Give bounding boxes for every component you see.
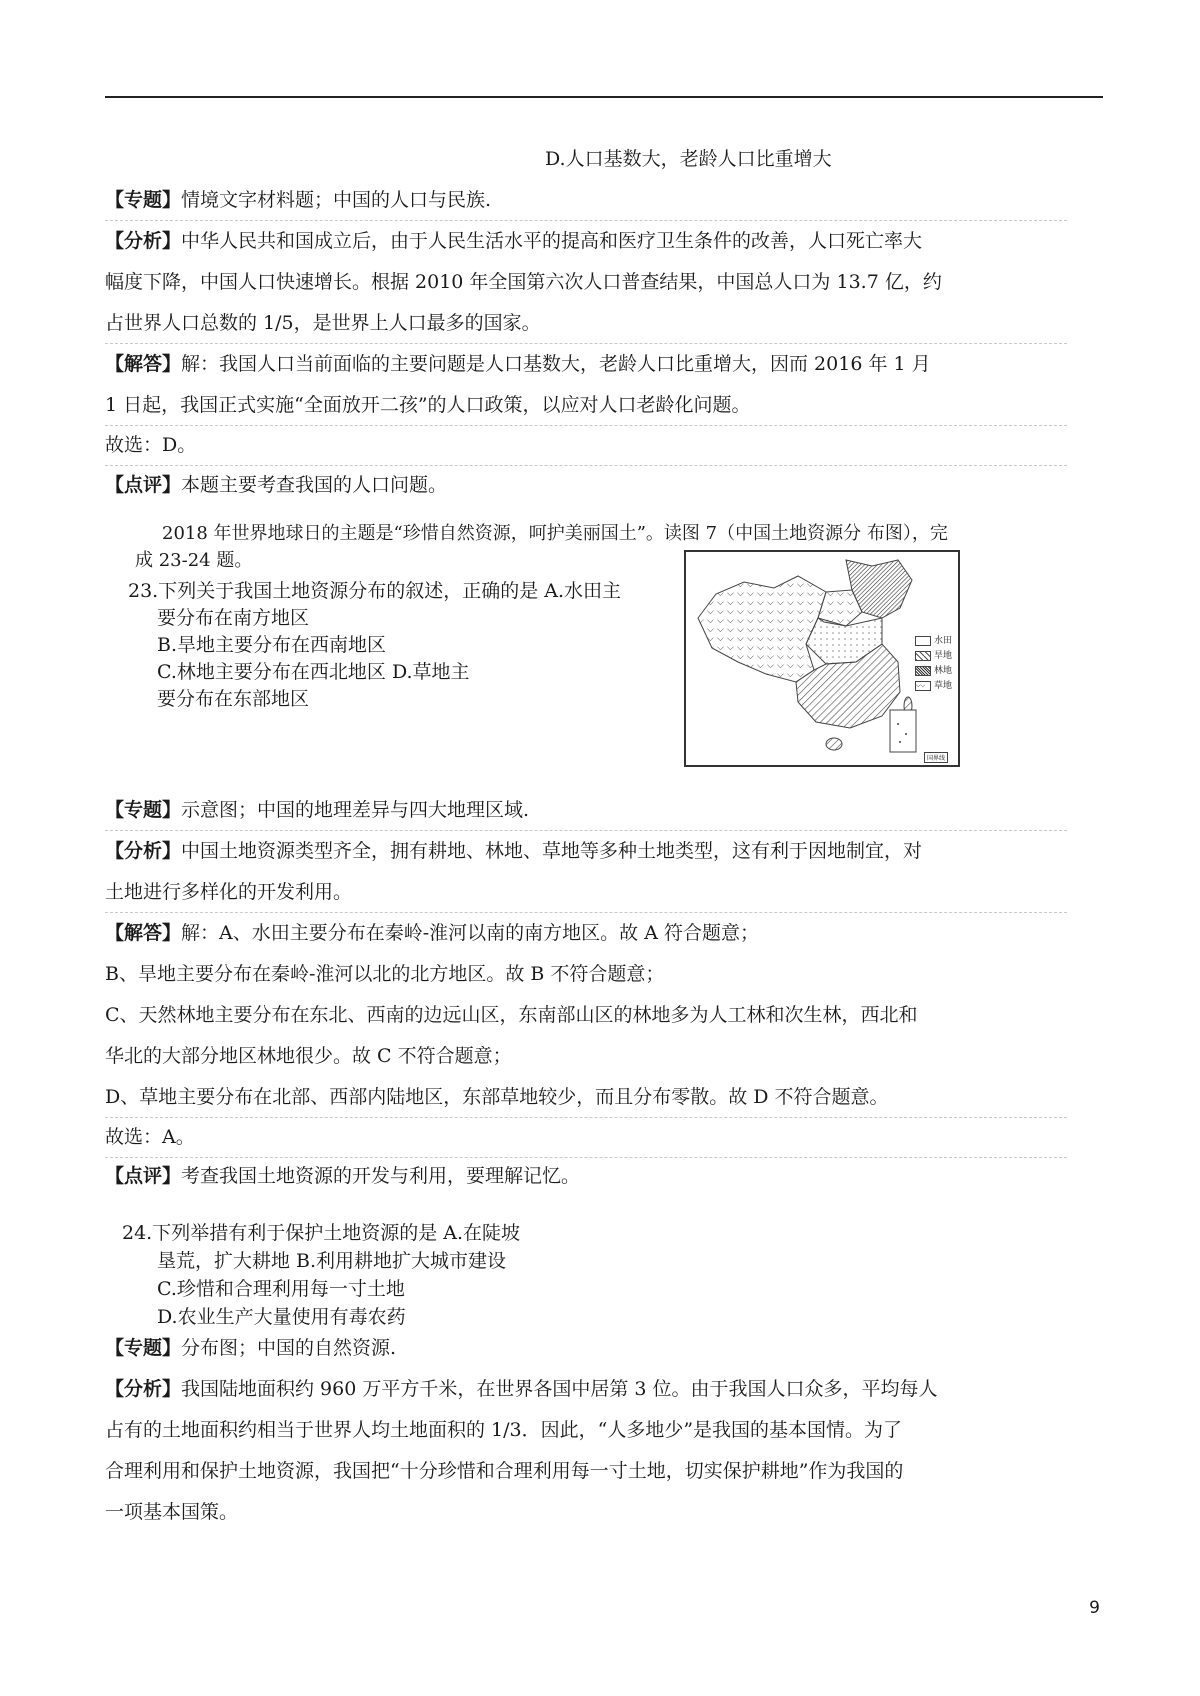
q24-stem-line-2: 垦荒，扩大耕地 B.利用耕地扩大城市建设 xyxy=(157,1250,507,1272)
dotted-divider xyxy=(105,912,1067,913)
legend-item-grassland: ⌵⌵ 草地 xyxy=(915,681,952,691)
q23-stem-line-4: C.林地主要分布在西北地区 D.草地主 xyxy=(157,661,470,683)
q23-answer-line-5: D、草地主要分布在北部、西部内陆地区，东部草地较少，而且分布零散。故 D 不符合题意。 xyxy=(105,1086,889,1108)
intro-line-2: 成 23-24 题。 xyxy=(135,550,253,571)
prev-option-d: D.人口基数大，老龄人口比重增大 xyxy=(545,148,832,170)
q23-answer-line-3: C、天然林地主要分布在东北、西南的边远山区，东南部山区的林地多为人工林和次生林，西北和 xyxy=(105,1004,918,1026)
dotted-divider xyxy=(105,343,1067,344)
q24-stem-line-4: D.农业生产大量使用有毒农药 xyxy=(157,1306,406,1328)
q24-stem-line-1: 24.下列举措有利于保护土地资源的是 A.在陡坡 xyxy=(122,1222,521,1244)
dotted-divider xyxy=(105,465,1067,466)
q22-comment: 【点评】本题主要考查我国的人口问题。 xyxy=(105,474,448,496)
header-rule xyxy=(105,96,1103,98)
q24-stem-line-3: C.珍惜和合理利用每一寸土地 xyxy=(157,1278,405,1300)
q23-stem-line-5: 要分布在东部地区 xyxy=(157,688,310,710)
q22-analysis-line-2: 幅度下降，中国人口快速增长。根据 2010 年全国第六次人口普查结果，中国总人口为 13.7 亿，约 xyxy=(105,271,942,293)
q24-analysis-line-1: 【分析】我国陆地面积约 960 万平方千米，在世界各国中居第 3 位。由于我国人口众多，平均每人 xyxy=(105,1378,938,1400)
intro-line-1: 2018 年世界地球日的主题是“珍惜自然资源，呵护美丽国土”。读图 7（中国土地资源分 布图），完 xyxy=(162,523,948,544)
map-hainan xyxy=(826,738,842,750)
map-west-grassland xyxy=(698,576,826,682)
map-inset-box xyxy=(890,710,916,752)
legend-item-forest: 林地 xyxy=(915,664,952,679)
dotted-divider xyxy=(105,1117,1067,1118)
dotted-divider xyxy=(105,830,1067,831)
q23-choice: 故选：A。 xyxy=(105,1126,195,1148)
q23-answer-line-1: 【解答】解：A、水田主要分布在秦岭-淮河以南的南方地区。故 A 符合题意； xyxy=(105,922,759,944)
q22-analysis-line-3: 占世界人口总数的 1/5，是世界上人口最多的国家。 xyxy=(105,312,541,334)
q22-analysis-line-1: 【分析】中华人民共和国成立后，由于人民生活水平的提高和医疗卫生条件的改善，人口死亡率大 xyxy=(105,230,923,252)
legend-item-paddy: 水田 xyxy=(915,634,952,649)
page-number: 9 xyxy=(1089,1598,1100,1618)
dotted-divider xyxy=(105,425,1067,426)
legend-item-dryland: 旱地 xyxy=(915,649,952,664)
q24-analysis-line-4: 一项基本国策。 xyxy=(105,1501,239,1523)
q23-topic: 【专题】示意图；中国的地理差异与四大地理区域. xyxy=(105,799,530,821)
q22-answer-line-2: 1 日起，我国正式实施“全面放开二孩”的人口政策，以应对人口老龄化问题。 xyxy=(105,394,751,416)
q23-comment: 【点评】考查我国土地资源的开发与利用，要理解记忆。 xyxy=(105,1165,581,1187)
q22-answer-line-1: 【解答】解：我国人口当前面临的主要问题是人口基数大，老龄人口比重增大，因而 2016 年 1 月 xyxy=(105,353,931,375)
q24-topic: 【专题】分布图；中国的自然资源. xyxy=(105,1337,397,1359)
q23-stem-line-1: 23.下列关于我国土地资源分布的叙述，正确的是 A.水田主 xyxy=(128,580,622,602)
q23-analysis-line-1: 【分析】中国土地资源类型齐全，拥有耕地、林地、草地等多种土地类型，这有利于因地制宜，对 xyxy=(105,840,923,862)
china-land-resource-map xyxy=(684,550,960,767)
q23-stem-line-3: B.旱地主要分布在西南地区 xyxy=(157,634,387,656)
dotted-divider xyxy=(105,220,1067,221)
q22-choice: 故选：D。 xyxy=(105,434,197,456)
map-legend xyxy=(915,634,952,694)
q23-answer-line-2: B、旱地主要分布在秦岭-淮河以北的北方地区。故 B 不符合题意； xyxy=(105,963,665,985)
q24-analysis-line-2: 占有的土地面积约相当于世界人均土地面积的 1/3．因此，“人多地少”是我国的基本国情。为了 xyxy=(105,1419,903,1441)
q24-analysis-line-3: 合理利用和保护土地资源，我国把“十分珍惜和合理利用每一寸土地，切实保护耕地”作为我国的 xyxy=(105,1460,904,1482)
q23-analysis-line-2: 土地进行多样化的开发利用。 xyxy=(105,881,353,903)
q22-topic: 【专题】情境文字材料题；中国的人口与民族. xyxy=(105,189,492,211)
dotted-divider xyxy=(105,1157,1067,1158)
map-note: 国界线 xyxy=(924,752,948,763)
q23-stem-line-2: 要分布在南方地区 xyxy=(157,607,310,629)
q23-answer-line-4: 华北的大部分地区林地很少。故 C 不符合题意； xyxy=(105,1045,512,1067)
